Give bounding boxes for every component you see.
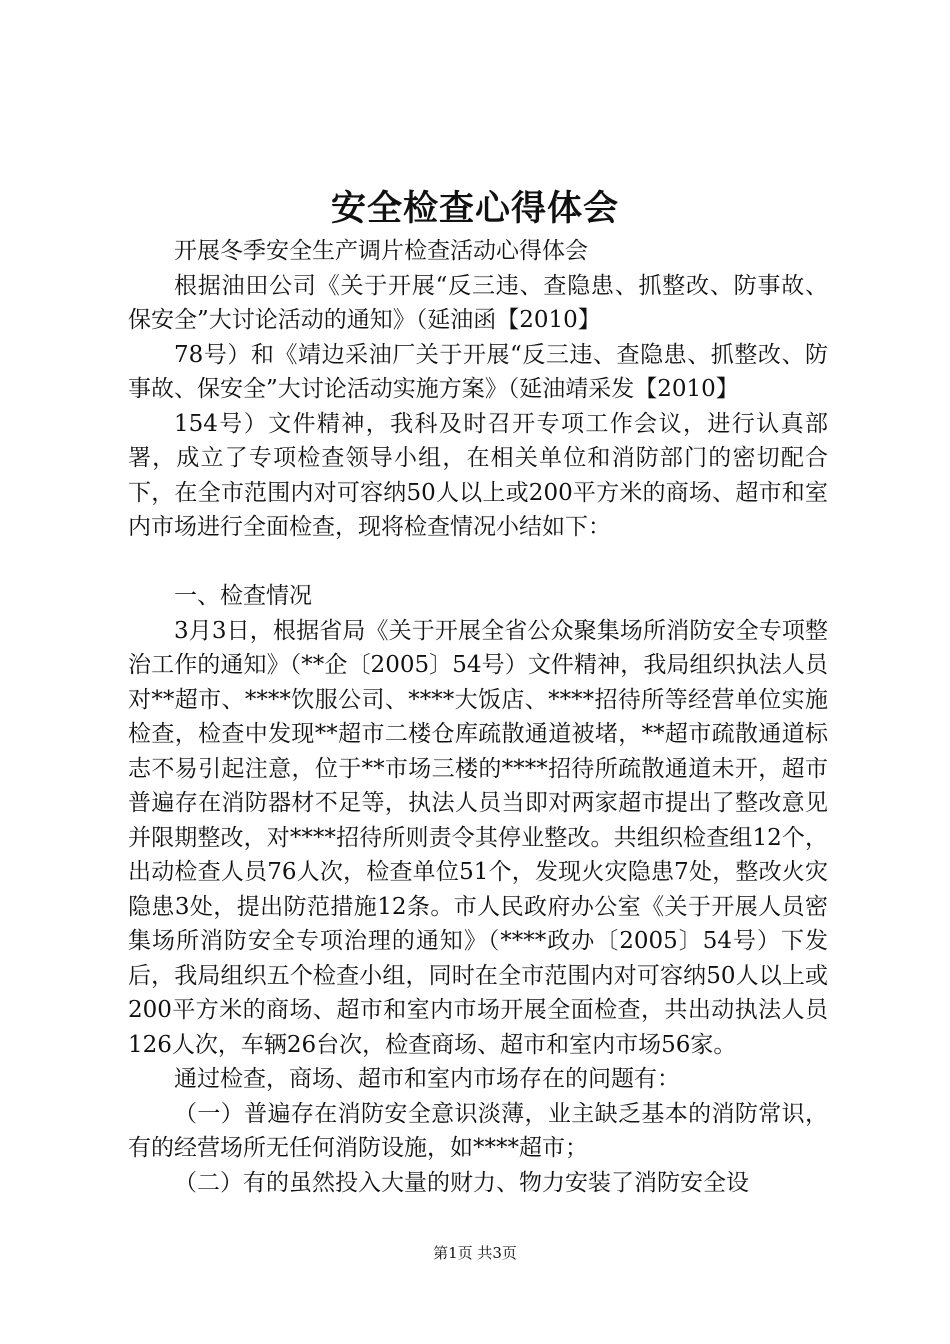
document-body <box>128 234 828 1200</box>
body-paragraph: 通过检查，商场、超市和室内市场存在的问题有： <box>174 1066 680 1092</box>
section-heading: 一、检查情况 <box>174 583 312 609</box>
body-paragraph: 78号）和《靖边采油厂关于开展“反三违、查隐患、抓整改、防事故、保安全”大讨论活动实施方案》（延油靖采发【2010】 <box>128 341 828 402</box>
body-paragraph: 根据油田公司《关于开展“反三违、查隐患、抓整改、防事故、保安全”大讨论活动的通知》（延油函【2010】 <box>128 272 828 333</box>
document-title: 安全检查心得体会 <box>330 188 619 229</box>
body-paragraph: 154号）文件精神，我科及时召开专项工作会议，进行认真部署，成立了专项检查领导小组，在相关单位和消防部门的密切配合下，在全市范围内对可容纳50人以上或200平方米的商场、超市和室内市场进行全面检查，现将检查情况小结如下： <box>128 410 828 540</box>
body-paragraph: 3月3日，根据省局《关于开展全省公众聚集场所消防安全专项整治工作的通知》（**企〔2005〕54号）文件精神，我局组织执法人员对**超市、****饮服公司、****大饭店、****招待所等经营单位实施检查，检查中发现**超市二楼仓库疏散通道被堵，**超市疏散通道标志不易引起注意，位于**市场三楼的****招待所疏散通道未开，超市普遍存在消防器材不足等，执法人员当即对两家超市提出了整改意见并限期整改，对****招待所则责令其停业整改。共组织检查组12个，出动检查人员76人次，检查单位51个，发现火灾隐患7处，整改火灾隐患3处，提出防范措施12条。市人民政府办公室《关于开展人员密集场所消防安全专项治理的通知》（****政办〔2005〕54号）下发后，我局组织五个检查小组，同时在全市范围内对可容纳50人以上或200平方米的商场、超市和室内市场开展全面检查，共出动执法人员126人次，车辆26台次，检查商场、超市和室内市场56家。 <box>128 617 828 1058</box>
page-number-footer: 第1页 共3页 <box>433 1244 517 1262</box>
list-item: （二）有的虽然投入大量的财力、物力安装了消防安全设 <box>174 1169 749 1196</box>
list-item: （一）普遍存在消防安全意识淡薄，业主缺乏基本的消防常识，有的经营场所无任何消防设施，如****超市； <box>128 1100 828 1161</box>
subtitle-paragraph: 开展冬季安全生产调片检查活动心得体会 <box>174 238 588 264</box>
